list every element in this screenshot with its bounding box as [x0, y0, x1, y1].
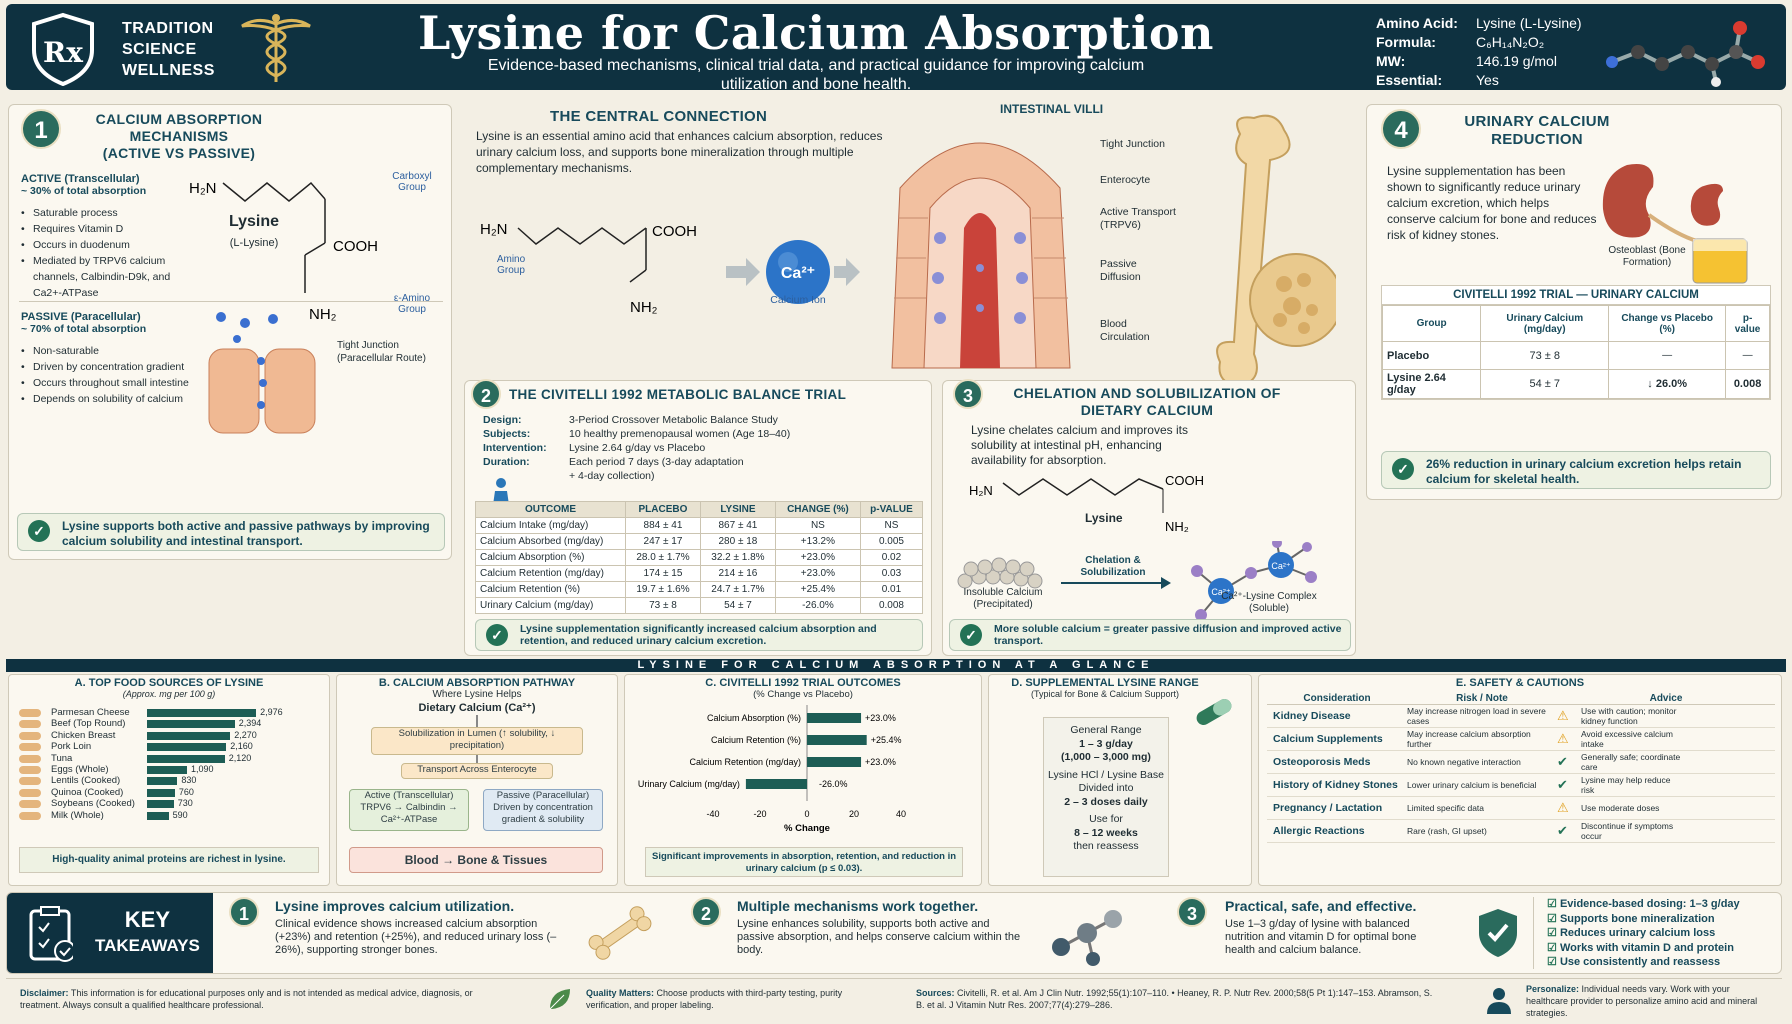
section-text: Lysine chelates calcium and improves its solubility at intestinal pH, enhancing availability for absorption.: [971, 423, 1188, 467]
x-tick: -20: [753, 809, 767, 819]
panel-title: E. SAFETY & CAUTIONS: [1455, 677, 1585, 689]
trial-cell: 32.2 ± 1.8%: [700, 550, 775, 566]
brand-name: TRADITION SCIENCE WELLNESS: [122, 20, 215, 79]
trial-cell: 247 ± 17: [626, 534, 701, 550]
safety-row: History of Kidney Stones Lower urinary calcium is beneficial ✔ Lysine may help reduce risk: [1267, 774, 1775, 797]
food-value: 590: [172, 809, 188, 820]
logo-text: Rx: [43, 36, 83, 69]
section-number: 2: [471, 379, 501, 409]
villi-title: INTESTINAL VILLI: [1000, 102, 1104, 116]
food-bar: [147, 789, 175, 797]
trial-cell: Calcium Absorbed (mg/day): [476, 534, 626, 550]
dietary-calcium: Dietary Calcium (Ca²⁺): [418, 702, 536, 714]
trial-row: [476, 582, 923, 598]
lysine-label: Lysine: [1085, 511, 1123, 525]
central-text: Lysine is an essential amino acid that enhances calcium absorption, reduces urinary calcium loss, and supports bone mineralization through multiple complementary mechanisms.: [476, 129, 883, 175]
trial-cell: Calcium Retention (%): [476, 582, 626, 598]
food-label: Eggs (Whole): [51, 764, 109, 775]
outcome-note: Significant improvements in absorption, retention, and reduction in urinary calcium (p ≤ 0.03).: [645, 847, 963, 877]
dose-box: General Range 1 – 3 g/day (1,000 – 3,000 mg) Lysine HCl / Lysine Base Divided into 2 – 3 doses daily Use for 8 – 12 weeks then reassess: [1043, 717, 1169, 877]
svg-text:COOH: COOH: [1165, 473, 1204, 488]
check-icon: ✓: [960, 624, 982, 646]
safety-row: Allergic Reactions Rare (rash, GI upset) ✔ Discontinue if symptoms occur: [1267, 820, 1775, 843]
trial-row: [476, 566, 923, 582]
personalize-note: Personalize: Individual needs vary. Work with your healthcare provider to personalize amino acid and mineral strategies.: [1526, 984, 1758, 1018]
section-subtitle: (ACTIVE VS PASSIVE): [102, 145, 256, 161]
svg-text:COOH: COOH: [333, 238, 378, 255]
trial-cell: 174 ± 15: [626, 566, 701, 582]
food-label: Quinoa (Cooked): [51, 786, 124, 798]
key-takeaways: KEY TAKEAWAYS 1 Lysine improves calcium utilization. Clinical evidence shows increased calcium absorption (+23%) and retention (+25%), and reduced urinary loss (–26%), supporting stronger bones. 2 Multiple mechanisms work together. Lysine enhances solubility, supports both active and passive absorption, and helps conserve calcium within the body. 3 Practical, safe, and effective. Use 1–3 g/day of lysine with balanced nutrition and vitamin D for optimal bone health and calcium balance. ☑ Evidence-based dosing: 1–3 g/day ☑ Supports bone mineralization ☑ Reduces urinary calcium loss ☑ Works with vitamin D and protein ☑ Use consistently and reassess: [6, 892, 1782, 974]
section-civitelli-trial: [464, 380, 932, 656]
at-a-glance-bar: LYSINE FOR CALCIUM ABSORPTION AT A GLANCE: [6, 659, 1786, 672]
outcome-bar-chart: [625, 697, 983, 847]
intestinal-villi-illustration: [880, 118, 1080, 374]
active-route: Active (Transcellular) TRPV6 → Calbindin → Ca²⁺-ATPase: [349, 789, 469, 831]
svg-text:H₂N: H₂N: [969, 483, 993, 498]
leaf-icon: [546, 985, 574, 1013]
check-icon: ✓: [1392, 458, 1414, 480]
svg-text:NH₂: NH₂: [1165, 519, 1189, 534]
molecule-name: Lysine: [228, 213, 280, 230]
outcome-value: +25.4%: [870, 735, 902, 745]
food-label: Soybeans (Cooked): [51, 798, 135, 810]
trial-cell: NS: [860, 518, 922, 534]
section-title: CHELATION AND SOLUBILIZATION OF DIETARY CALCIUM: [1013, 385, 1281, 418]
check-icon: ✔: [1557, 754, 1568, 769]
food-icon: [19, 766, 41, 774]
check-icon: ✔: [1557, 777, 1568, 792]
outcome-bar: [746, 779, 807, 789]
tight-junction-label: Tight Junction (Paracellular Route): [337, 340, 426, 364]
trial-cell: 0.03: [860, 566, 922, 582]
section-title: THE CIVITELLI 1992 METABOLIC BALANCE TRIAL: [509, 387, 847, 402]
food-value: 760: [178, 786, 194, 797]
food-label: Lentils (Cooked): [51, 775, 121, 787]
trial-cell: 19.7 ± 1.6%: [626, 582, 701, 598]
trial-cell: -26.0%: [775, 598, 860, 614]
quality-note: Quality Matters: Choose products with third-party testing, purity verification, and proper labeling.: [586, 988, 843, 1010]
trial-cell: 54 ± 7: [700, 598, 775, 614]
trial-cell: +23.0%: [775, 550, 860, 566]
svg-text:Ca²⁺: Ca²⁺: [1271, 561, 1291, 571]
amino-group-label: Amino Group: [496, 254, 526, 276]
trial-cell: 280 ± 18: [700, 534, 775, 550]
trial-row: [476, 550, 923, 566]
food-icon: [19, 755, 41, 763]
food-note: High-quality animal proteins are richest in lysine.: [19, 847, 319, 873]
check-icon: ✔: [1557, 823, 1568, 838]
food-value: 2,120: [228, 752, 252, 763]
outcome-value: -26.0%: [819, 779, 848, 789]
outcome-bar: [807, 713, 861, 723]
safety-row: Kidney Disease May increase nitrogen load in severe cases ⚠ Use with caution; monitor kidney function: [1267, 705, 1775, 728]
panel-absorption-pathway: B. CALCIUM ABSORPTION PATHWAY Where Lysine Helps Dietary Calcium (Ca²⁺) Solubilization in Lumen (↑ solubility, ↓ precipitation) Transport Across Enterocyte Active (Transcellular) TRPV6 → Calbindin → Ca²⁺-ATPase Passive (Paracellular) Driven by concentration gradient & solubility Blood → Bone & Tissues: [336, 674, 618, 886]
panel-food-sources: A. TOP FOOD SOURCES OF LYSINE (Approx. mg per 100 g) Parmesan Cheese 2,976 Beef (Top Round) 2,394 Chicken Breast 2,270 Pork Loin 2,160 Tuna 2,120 Eggs (Whole) 1,090 Lentils (Cooked) 830 Quinoa (Cooked) 760 Soybeans (Cooked) 730 Milk (Whole) 590 High-quality animal proteins are richest in lysine.: [8, 674, 330, 886]
safety-row: Calcium Supplements May increase calcium absorption further ⚠ Avoid excessive calcium intake: [1267, 728, 1775, 751]
safety-table: Consideration Risk / Note Advice Kidney Disease May increase nitrogen load in severe cases ⚠ Use with caution; monitor kidney function Calcium Supplements May increase calcium absorption further ⚠ Avoid excessive calcium intake Osteoporosis Meds No known negative interaction ✔ Generally safe; coordinate care History of Kidney Stones Lower urinary calcium is beneficial ✔ Lysine may help reduce risk Pregnancy / Lactation Limited specific data ⚠ Use moderate doses Allergic Reactions Rare (rash, GI upset) ✔ Discontinue if symptoms occur: [1267, 693, 1775, 843]
outcome-bar: [807, 757, 861, 767]
passive-block: PASSIVE (Paracellular) ~ 70% of total absorption • Non-saturable • Driven by concentration gradient • Occurs throughout small intestine • Depends on solubility of calcium: [21, 311, 211, 407]
food-bar-chart: [9, 699, 331, 849]
food-icon: [19, 743, 41, 751]
outcome-label: Urinary Calcium (mg/day): [637, 779, 740, 789]
svg-text:H₂N: H₂N: [189, 180, 217, 197]
food-value: 2,270: [234, 729, 257, 740]
takeaway-2: Multiple mechanisms work together. Lysine enhances solubility, supports both active and passive absorption, and helps conserve calcium within the body.: [737, 898, 1021, 956]
section1-callout: ✓ Lysine supports both active and passive pathways by improving calcium solubility and intestinal transport.: [17, 513, 445, 551]
trial-cell: 867 ± 41: [700, 518, 775, 534]
svg-text:H₂N: H₂N: [480, 221, 508, 238]
trial-cell: Calcium Absorption (%): [476, 550, 626, 566]
food-label: Beef (Top Round): [51, 718, 126, 730]
chelation-structure: [969, 469, 1209, 539]
passive-route: Passive (Paracellular) Driven by concentration gradient & solubility: [483, 789, 603, 831]
complex-label: Ca²⁺-Lysine Complex (Soluble): [1221, 591, 1317, 614]
amino-label: ε-Amino Group: [393, 293, 431, 315]
clipboard-icon: [27, 905, 73, 963]
trial-cell: 0.01: [860, 582, 922, 598]
food-icon: [19, 720, 41, 728]
page-title: Lysine for Calcium Absorption: [418, 6, 1214, 60]
food-label: Tuna: [51, 752, 73, 764]
trial-cell: +25.4%: [775, 582, 860, 598]
trial-row: [476, 518, 923, 534]
food-icon: [19, 732, 41, 740]
shield-check-icon: [1475, 907, 1521, 959]
food-value: 2,976: [260, 707, 283, 717]
transport-step: Transport Across Enterocyte: [401, 763, 553, 779]
paracellular-cells-illustration: [203, 309, 323, 439]
x-axis-label: % Change: [784, 823, 830, 834]
outcome-label: Calcium Retention (mg/day): [689, 757, 801, 767]
food-label: Parmesan Cheese: [51, 707, 130, 718]
trial-cell: 0.02: [860, 550, 922, 566]
caduceus-icon: [236, 10, 316, 84]
food-value: 2,394: [238, 718, 262, 729]
section3-callout: ✓ More soluble calcium = greater passive diffusion and improved active transport.: [949, 619, 1351, 651]
outcome-label: Calcium Retention (%): [710, 735, 801, 745]
food-bar: [147, 720, 235, 728]
trial-cell: 214 ± 16: [700, 566, 775, 582]
panel-trial-outcomes: C. CIVITELLI 1992 TRIAL OUTCOMES (% Change vs Placebo) Calcium Absorption (%) +23.0% Calcium Retention (%) +25.4% Calcium Retention (mg/day) +23.0% Urinary Calcium (mg/day) -26.0% -40 -20 0 20 40 % Change Significant improvements in absorption, retention, and reduction in urinary calcium (p ≤ 0.03).: [624, 674, 982, 886]
svg-text:NH₂: NH₂: [309, 306, 337, 323]
food-bar: [147, 755, 225, 763]
x-tick: -40: [706, 809, 720, 819]
takeaway-3: Practical, safe, and effective. Use 1–3 g/day of lysine with balanced nutrition and vitamin D for optimal bone health and calcium balance.: [1225, 898, 1417, 956]
food-icon: [19, 800, 41, 808]
panel-title: C. CIVITELLI 1992 TRIAL OUTCOMES: [705, 677, 901, 689]
takeaway-1: Lysine improves calcium utilization. Clinical evidence shows increased calcium absorption (+23%) and retention (+25%), and reduced urinary loss (–26%), supporting stronger bones.: [275, 898, 557, 956]
urinary-table: CIVITELLI 1992 TRIAL — URINARY CALCIUM Group Urinary Calcium (mg/day) Change vs Placebo (%) p-value Placebo 73 ± 8 — — Lysine 2.64 g/day 54 ± 7 ↓ 26.0% 0.008: [1381, 285, 1771, 400]
section-chelation: [942, 380, 1356, 656]
section-text: Lysine supplementation has been shown to significantly reduce urinary calcium excretion, which helps conserve calcium for bone and reduces risk of kidney stones.: [1387, 164, 1597, 242]
blood-bone-step: Blood → Bone & Tissues: [349, 847, 603, 873]
outcome-value: +23.0%: [865, 757, 896, 767]
lysine-facts: Amino Acid: Lysine (L-Lysine) Formula: C₆H₁₄N₂O₂ MW: 146.19 g/mol Essential: Yes: [1376, 15, 1582, 88]
svg-text:NH₂: NH₂: [630, 299, 658, 316]
user-icon: [1484, 985, 1514, 1015]
section-urinary-calcium: [1366, 104, 1782, 500]
molecule-model-icon: [1598, 12, 1778, 88]
safety-row: Osteoporosis Meds No known negative interaction ✔ Generally safe; coordinate care: [1267, 751, 1775, 774]
trial-cell: 73 ± 8: [626, 598, 701, 614]
section-title: URINARY CALCIUM REDUCTION: [1464, 113, 1610, 148]
trial-cell: 884 ± 41: [626, 518, 701, 534]
outcome-bar: [807, 735, 867, 745]
takeaway-checklist: ☑ Evidence-based dosing: 1–3 g/day ☑ Supports bone mineralization ☑ Reduces urinary calcium loss ☑ Works with vitamin D and protein ☑ Use consistently and reassess: [1547, 898, 1740, 968]
check-icon: ✓: [28, 520, 50, 542]
trial-cell: 0.005: [860, 534, 922, 550]
check-icon: ✓: [486, 624, 508, 646]
calcium-ion-icon: [722, 232, 862, 322]
panel-title: B. CALCIUM ABSORPTION PATHWAY: [378, 677, 576, 689]
trial-cell: 24.7 ± 1.7%: [700, 582, 775, 598]
x-tick: 20: [848, 809, 860, 819]
food-bar: [147, 777, 177, 785]
bone-icon: [585, 903, 655, 963]
trial-row: [476, 534, 923, 550]
trial-meta: Design: 3-Period Crossover Metabolic Balance Study Subjects: 10 healthy premenopausal women (Age 18–40) Intervention: Lysine 2.64 g/day vs Placebo Duration: Each period 7 days (3-day adaptation + 4-day collection): [483, 414, 791, 482]
panel-lysine-range: D. SUPPLEMENTAL LYSINE RANGE (Typical for Bone & Calcium Support) General Range 1 – 3 g/day (1,000 – 3,000 mg) Lysine HCl / Lysine Base Divided into 2 – 3 doses daily Use for 8 – 12 weeks then reassess: [988, 674, 1252, 886]
x-tick: 40: [895, 809, 907, 819]
trial-cell: Calcium Intake (mg/day): [476, 518, 626, 534]
section-central-connection: THE CENTRAL CONNECTION Lysine is an essential amino acid that enhances calcium absorption, reduces urinary calcium loss, and supports bone mineralization through multiple complementary mechanisms. H₂N COOH NH₂ Amino Group Ca²⁺ Calcium Ion INTESTINAL VILLI Tight Junction Enterocyte Active Transport (TRPV6) Passive Diffusion Blood Circulation: [460, 104, 1360, 374]
x-tick: 0: [804, 809, 810, 819]
warning-icon: ⚠: [1557, 708, 1569, 723]
food-label: Pork Loin: [51, 741, 92, 753]
food-label: Chicken Breast: [51, 729, 116, 741]
svg-text:Ca²⁺: Ca²⁺: [1211, 587, 1231, 597]
osteoblast-label: Osteoblast (Bone Formation): [1608, 245, 1686, 268]
outcome-label: Calcium Absorption (%): [706, 713, 801, 723]
food-label: Milk (Whole): [51, 809, 104, 821]
section2-callout: ✓ Lysine supplementation significantly increased calcium absorption and retention, and reduced urinary calcium excretion.: [475, 619, 923, 651]
trial-table: OUTCOME PLACEBO LYSINE CHANGE (%) p-VALUE Calcium Intake (mg/day) 884 ± 41 867 ± 41 NS NS Calcium Absorbed (mg/day) 247 ± 17 280 ± 18 +13.2% 0.005 Calcium Absorption (%) 28.0 ± 1.7% 32.2 ± 1.8% +23.0% 0.02 Calcium Retention (mg/day) 174 ± 15 214 ± 16 +23.0% 0.03 Calcium Retention (%) 19.7 ± 1.6% 24.7 ± 1.7% +25.4% 0.01 Urinary Calcium (mg/day) 73 ± 8 54 ± 7 -26.0% 0.008: [475, 501, 923, 614]
calcium-ion-label: Calcium Ion: [770, 294, 826, 306]
food-value: 830: [181, 775, 197, 786]
page-subtitle: Evidence-based mechanisms, clinical trial data, and practical guidance for improving calcium utilization and bone health.: [487, 57, 1145, 93]
carboxyl-label: Carboxyl Group: [392, 171, 432, 193]
molecule-icon: [1041, 903, 1133, 967]
svg-text:COOH: COOH: [652, 223, 697, 240]
warning-icon: ⚠: [1557, 731, 1569, 746]
takeaways-title: KEY TAKEAWAYS: [95, 907, 200, 955]
disclaimer: Disclaimer: This information is for educational purposes only and is not intended as medical advice, diagnosis, or treatment. Always consult a qualified healthcare professional.: [20, 988, 473, 1010]
food-bar: [147, 709, 256, 717]
trial-cell: 28.0 ± 1.7%: [626, 550, 701, 566]
footer: [6, 978, 1782, 1020]
panel-safety: [1258, 674, 1782, 886]
trial-cell: Calcium Retention (mg/day): [476, 566, 626, 582]
panel-title: A. TOP FOOD SOURCES OF LYSINE: [74, 677, 264, 689]
trial-row: [476, 598, 923, 614]
outcome-value: +23.0%: [865, 713, 896, 723]
food-value: 1,090: [190, 764, 214, 774]
section4-callout: ✓ 26% reduction in urinary calcium excretion helps retain calcium for skeletal health.: [1381, 451, 1771, 489]
capsule-icon: [1191, 695, 1237, 729]
section-number: 4: [1381, 109, 1421, 149]
food-icon: [19, 777, 41, 785]
section-number: 1: [21, 109, 61, 149]
sources: Sources: Civitelli, R. et al. Am J Clin Nutr. 1992;55(1):107–110. • Heaney, R. P. Nutr Rev. 2000;58(5 Pt 1):147–153. Abramson, S. B. et al. J Vitamin Nutr Res. 2007;77(4):279–286.: [916, 988, 1433, 1010]
food-value: 2,160: [230, 741, 253, 752]
food-bar: [147, 800, 174, 808]
food-bar: [147, 732, 230, 740]
food-value: 730: [177, 798, 193, 809]
chelation-arrow-label: Chelation & Solubilization: [1080, 555, 1146, 578]
warning-icon: ⚠: [1557, 800, 1569, 816]
header-banner: [6, 4, 1786, 93]
trial-cell: 0.008: [860, 598, 922, 614]
central-title: THE CENTRAL CONNECTION: [550, 108, 768, 125]
section-number: 3: [953, 379, 983, 409]
svg-text:Ca²⁺: Ca²⁺: [780, 265, 816, 282]
food-icon: [19, 812, 41, 820]
panel-title: D. SUPPLEMENTAL LYSINE RANGE: [1011, 677, 1199, 689]
insoluble-label: Insoluble Calcium (Precipitated): [963, 587, 1043, 610]
food-bar: [147, 766, 187, 774]
safety-row: Pregnancy / Lactation Limited specific data ⚠ Use moderate doses: [1267, 797, 1775, 820]
solubilization-step: Solubilization in Lumen (↑ solubility, ↓ precipitation): [371, 727, 583, 755]
trial-cell: +13.2%: [775, 534, 860, 550]
rx-shield-logo-icon: [28, 12, 98, 86]
section-absorption-mechanisms: 1 CALCIUM ABSORPTION MECHANISMS (ACTIVE VS PASSIVE) ACTIVE (Transcellular) ~ 30% of total absorption • Saturable process • Requires Vitamin D • Occurs in duodenum • Mediated by TRPV6 calcium channels, Calbindin-D9k, and Ca2+-ATPase H₂N COOH NH₂ Lysine (L-Lysine) Carboxyl Group ε-Amino Group PASSIVE (Paracellular) ~ 70% of total absorption • Non-saturable • Driven by concentration gradient • Occurs throughout small intestine • Depends on solubility of calcium Tight Junction (Paracellular Route) ✓ Lysine supports both active and passive pathways by improving calcium solubility and intestinal transport.: [8, 104, 452, 560]
active-block: ACTIVE (Transcellular) ~ 30% of total absorption • Saturable process • Requires Vitamin D • Occurs in duodenum • Mediated by TRPV6 calcium channels, Calbindin-D9k, and Ca2+-ATPase: [21, 173, 181, 301]
food-icon: [19, 789, 41, 797]
trial-cell: +23.0%: [775, 566, 860, 582]
food-icon: [19, 709, 41, 717]
trial-cell: NS: [775, 518, 860, 534]
section-title: CALCIUM ABSORPTION MECHANISMS: [95, 111, 263, 144]
bone-illustration: [1200, 114, 1336, 394]
food-bar: [147, 743, 226, 751]
food-bar: [147, 812, 169, 820]
trial-cell: Urinary Calcium (mg/day): [476, 598, 626, 614]
